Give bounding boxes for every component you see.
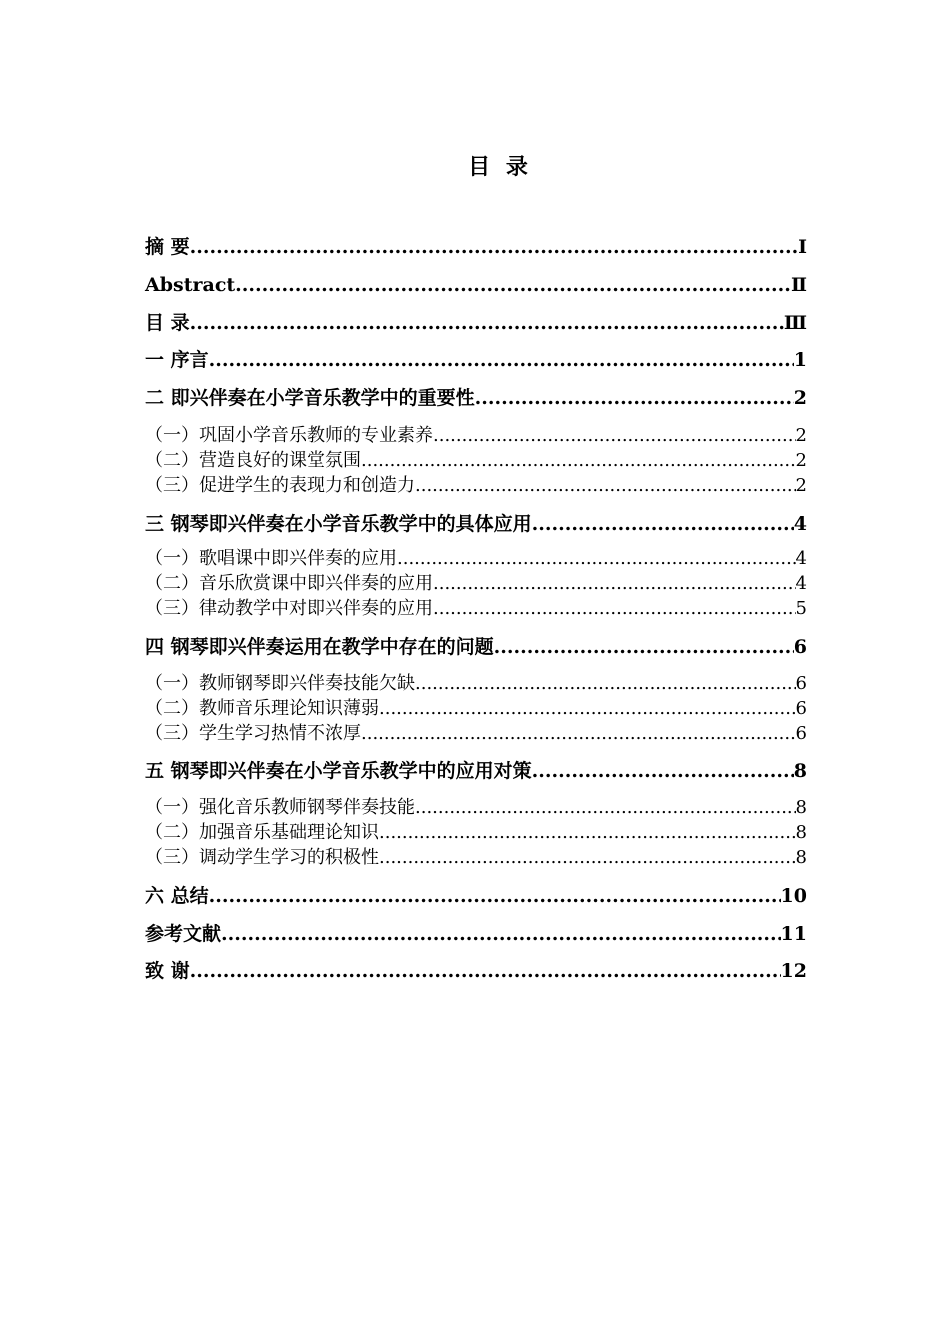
toc-entry[interactable] <box>145 314 807 333</box>
toc-entry-title: 三 钢琴即兴伴奏在小学音乐教学中的具体应用 <box>145 513 532 535</box>
toc-entry-title: 四 钢琴即兴伴奏运用在教学中存在的问题 <box>145 636 494 658</box>
toc-dot-leader <box>532 515 794 534</box>
toc-entry-page-number: 6 <box>795 698 807 719</box>
toc-entry-title: （三）促进学生的表现力和创造力 <box>145 475 415 496</box>
page-title: 目 录 <box>468 154 532 180</box>
toc-entry-title: 二 即兴伴奏在小学音乐教学中的重要性 <box>145 387 475 409</box>
toc-entry[interactable] <box>145 887 807 906</box>
toc-entry-page-number: Ⅱ <box>790 274 807 296</box>
toc-dot-leader <box>361 725 796 743</box>
toc-entry-page-number: Ⅲ <box>783 312 807 334</box>
toc-dot-leader <box>190 314 784 333</box>
toc-entry-title: （二）音乐欣赏课中即兴伴奏的应用 <box>145 573 433 594</box>
toc-entry-page-number: 10 <box>780 885 807 907</box>
toc-entry[interactable] <box>145 238 807 257</box>
toc-entry-page-number: 2 <box>795 475 807 496</box>
toc-entry[interactable] <box>145 600 807 618</box>
toc-entry[interactable] <box>145 452 807 470</box>
toc-entry-title: 五 钢琴即兴伴奏在小学音乐教学中的应用对策 <box>145 760 532 782</box>
toc-entry-page-number: 8 <box>795 822 807 843</box>
toc-entry-title: （二）加强音乐基础理论知识 <box>145 822 379 843</box>
toc-entry-title: （一）教师钢琴即兴伴奏技能欠缺 <box>145 673 415 694</box>
toc-entry[interactable] <box>145 638 807 657</box>
toc-entry[interactable] <box>145 824 807 842</box>
toc-dot-leader <box>379 824 796 842</box>
toc-entry[interactable] <box>145 849 807 867</box>
toc-entry-page-number: 8 <box>795 847 807 868</box>
toc-entry[interactable] <box>145 276 807 295</box>
toc-dot-leader <box>379 849 796 867</box>
toc-entry-page-number: 4 <box>795 548 807 569</box>
toc-entry-title: 摘 要 <box>145 236 190 258</box>
toc-entry-title: 参考文献 <box>145 923 222 945</box>
toc-entry-page-number: 8 <box>795 797 807 818</box>
toc-dot-leader <box>361 452 796 470</box>
toc-dot-leader <box>190 962 781 981</box>
toc-entry-page-number: 2 <box>795 450 807 471</box>
toc-dot-leader <box>209 351 794 370</box>
toc-dot-leader <box>433 575 796 593</box>
toc-entry-page-number: 11 <box>780 923 807 945</box>
toc-dot-leader <box>532 762 794 781</box>
toc-entry-title: （一）歌唱课中即兴伴奏的应用 <box>145 548 397 569</box>
toc-entry-page-number: 1 <box>793 349 807 371</box>
toc-dot-leader <box>415 675 796 693</box>
toc-dot-leader <box>235 276 791 295</box>
toc-entry-page-number: 12 <box>780 960 807 982</box>
toc-entry-page-number: 6 <box>795 723 807 744</box>
toc-entry-page-number: 6 <box>793 636 807 658</box>
toc-entry-page-number: 2 <box>793 387 807 409</box>
toc-entry[interactable] <box>145 675 807 693</box>
toc-entry[interactable] <box>145 762 807 781</box>
toc-entry[interactable] <box>145 550 807 568</box>
toc-entry[interactable] <box>145 389 807 408</box>
toc-dot-leader <box>494 638 794 657</box>
toc-entry[interactable] <box>145 515 807 534</box>
toc-entry-page-number: 4 <box>795 573 807 594</box>
toc-entry-title: （二）教师音乐理论知识薄弱 <box>145 698 379 719</box>
toc-entry-title: 六 总结 <box>145 885 209 907</box>
toc-dot-leader <box>397 550 796 568</box>
toc-dot-leader <box>433 600 796 618</box>
toc-entry[interactable] <box>145 925 807 944</box>
toc-entry-page-number: Ⅰ <box>798 236 807 258</box>
toc-entry-title: Abstract <box>145 274 236 296</box>
toc-entry[interactable] <box>145 477 807 495</box>
toc-entry-page-number: 5 <box>795 598 807 619</box>
toc-dot-leader <box>415 477 796 495</box>
toc-entry-title: （三）调动学生学习的积极性 <box>145 847 379 868</box>
toc-entry-page-number: 6 <box>795 673 807 694</box>
toc-dot-leader <box>221 925 781 944</box>
toc-entry-title: 致 谢 <box>145 960 190 982</box>
toc-entry[interactable] <box>145 700 807 718</box>
toc-entry-title: （二）营造良好的课堂氛围 <box>145 450 361 471</box>
toc-entry-title: （一）巩固小学音乐教师的专业素养 <box>145 425 433 446</box>
toc-entry[interactable] <box>145 962 807 981</box>
toc-dot-leader <box>433 427 796 445</box>
toc-dot-leader <box>475 389 794 408</box>
toc-entry[interactable] <box>145 427 807 445</box>
toc-dot-leader <box>209 887 781 906</box>
toc-entry-page-number: 2 <box>795 425 807 446</box>
toc-entry-page-number: 4 <box>793 513 807 535</box>
toc-dot-leader <box>415 799 796 817</box>
toc-dot-leader <box>190 238 798 257</box>
toc-entry[interactable] <box>145 575 807 593</box>
toc-entry-title: （三）律动教学中对即兴伴奏的应用 <box>145 598 433 619</box>
toc-dot-leader <box>379 700 796 718</box>
toc-entry[interactable] <box>145 725 807 743</box>
toc-entry-title: 一 序言 <box>145 349 209 371</box>
toc-entry-title: 目 录 <box>145 312 190 334</box>
toc-entry-title: （三）学生学习热情不浓厚 <box>145 723 361 744</box>
toc-entry[interactable] <box>145 799 807 817</box>
toc-entry-page-number: 8 <box>793 760 807 782</box>
toc-entry-title: （一）强化音乐教师钢琴伴奏技能 <box>145 797 415 818</box>
toc-entry[interactable] <box>145 351 807 370</box>
